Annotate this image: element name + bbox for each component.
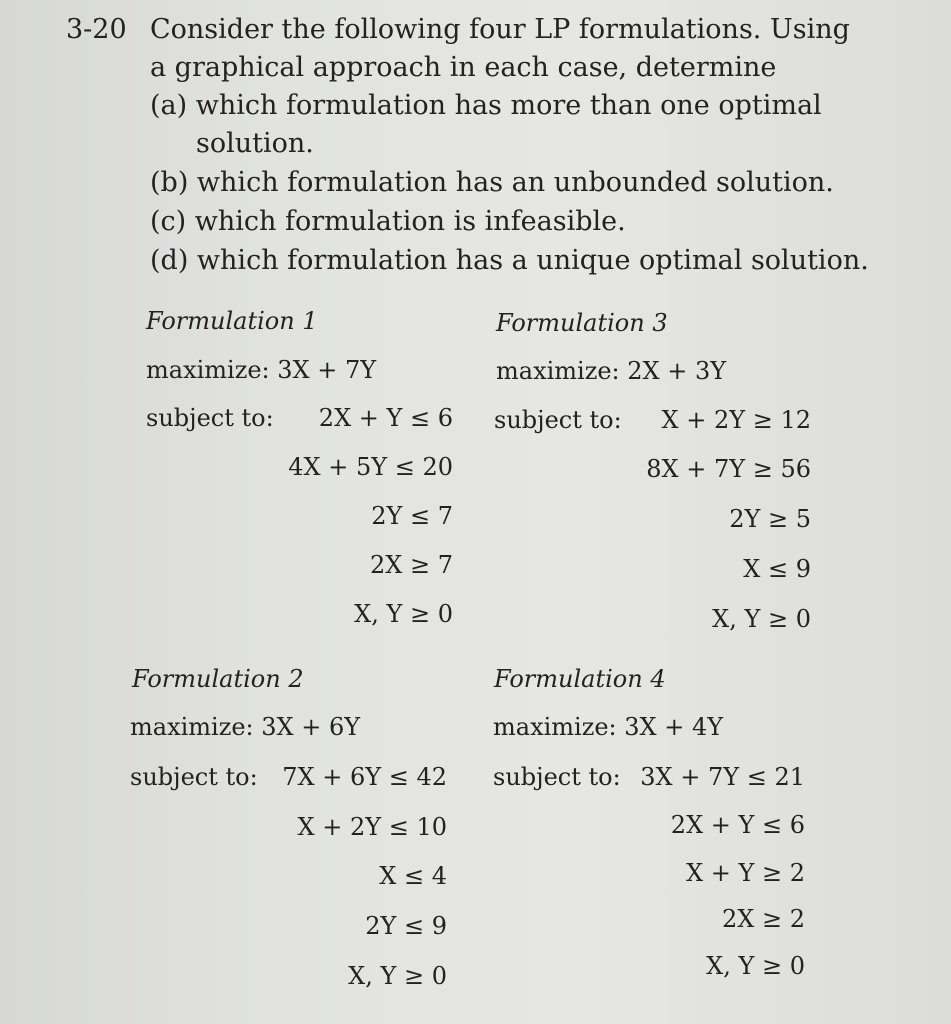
problem-number: 3-20 (66, 14, 127, 45)
formulation-4-constraint-4: 2X ≥ 2 (722, 905, 805, 933)
formulation-1-constraint-5: X, Y ≥ 0 (354, 600, 453, 628)
formulation-3-constraint-4: X ≤ 9 (743, 555, 811, 583)
formulation-4-constraint-1: 3X + 7Y ≤ 21 (640, 763, 805, 791)
problem-intro-line-1: Consider the following four LP formulations. Using (150, 14, 850, 45)
formulation-1-subject-label: subject to: (146, 404, 274, 432)
formulation-2-constraint-3: X ≤ 4 (379, 862, 447, 890)
formulation-3-constraint-2: 8X + 7Y ≥ 56 (646, 455, 811, 483)
formulation-1-constraint-1: 2X + Y ≤ 6 (318, 404, 453, 432)
problem-intro-line-2: a graphical approach in each case, determine (150, 52, 777, 83)
formulation-2-objective: maximize: 3X + 6Y (130, 713, 361, 741)
formulation-4-title: Formulation 4 (494, 665, 666, 693)
formulation-3-objective: maximize: 2X + 3Y (496, 357, 727, 385)
formulation-1-objective: maximize: 3X + 7Y (146, 356, 377, 384)
formulation-2-constraint-1: 7X + 6Y ≤ 42 (282, 763, 447, 791)
formulation-4-constraint-5: X, Y ≥ 0 (706, 952, 805, 980)
formulation-2-subject-label: subject to: (130, 763, 258, 791)
formulation-3-subject-label: subject to: (494, 406, 622, 434)
formulation-1-constraint-2: 4X + 5Y ≤ 20 (288, 453, 453, 481)
part-a-line-2: solution. (196, 128, 314, 159)
formulation-2-title: Formulation 2 (132, 665, 304, 693)
formulation-4-subject-label: subject to: (493, 763, 621, 791)
formulation-2-constraint-2: X + 2Y ≤ 10 (297, 813, 447, 841)
formulation-3-constraint-5: X, Y ≥ 0 (712, 605, 811, 633)
formulation-1-constraint-4: 2X ≥ 7 (370, 551, 453, 579)
formulation-3-constraint-1: X + 2Y ≥ 12 (661, 406, 811, 434)
formulation-4-constraint-3: X + Y ≥ 2 (686, 859, 805, 887)
formulation-3-title: Formulation 3 (496, 309, 668, 337)
formulation-1-constraint-3: 2Y ≤ 7 (371, 502, 453, 530)
part-b: (b) which formulation has an unbounded solution. (150, 167, 834, 198)
formulation-4-constraint-2: 2X + Y ≤ 6 (670, 811, 805, 839)
part-a-line-1: (a) which formulation has more than one optimal (150, 90, 822, 121)
part-c: (c) which formulation is infeasible. (150, 206, 626, 237)
part-d: (d) which formulation has a unique optimal solution. (150, 245, 869, 276)
formulation-2-constraint-5: X, Y ≥ 0 (348, 962, 447, 990)
formulation-4-objective: maximize: 3X + 4Y (493, 713, 724, 741)
formulation-1-title: Formulation 1 (146, 307, 318, 335)
formulation-3-constraint-3: 2Y ≥ 5 (729, 505, 811, 533)
formulation-2-constraint-4: 2Y ≤ 9 (365, 912, 447, 940)
